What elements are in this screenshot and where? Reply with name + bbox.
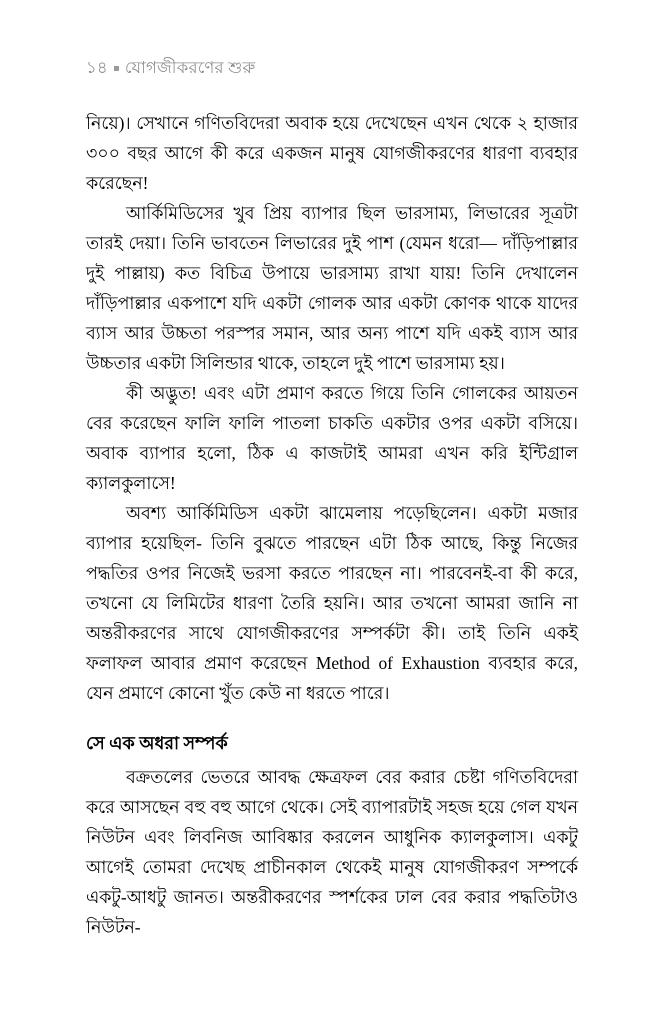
- square-bullet-icon: [114, 66, 119, 71]
- paragraph-4-text-before-latin: অবশ্য আর্কিমিডিস একটা ঝামেলায় পড়েছিলেন। একটা মজার ব্যাপার হয়েছিল- তিনি বুঝতে পারছেন এটা ঠিক আছে, কিন্তু নিজের পদ্ধতির ওপর নিজেই ভরসা করতে পারছেন না। পারবেনই-বা কী করে, তখনো যে লিমিটের ধারণা তৈরি হয়নি। আর তখনো আমরা জানি না অন্তরীকরণের সাথে যোগজীকরণের সম্পর্কটা কী। তাই তিনি একই ফলাফল আবার প্রমাণ করেছেন: [86, 503, 578, 674]
- paragraph-5: বক্রতলের ভেতরে আবদ্ধ ক্ষেত্রফল বের করার চেষ্টা গণিতবিদেরা করে আসছেন বহু বহু আগে থেকে। সেই ব্যাপারটাই সহজ হয়ে গেল যখন নিউটন এবং লিবনিজ আবিষ্কার করলেন আধুনিক ক্যালকুলাস। একটু আগেই তোমরা দেখেছ প্রাচীনকাল থেকেই মানুষ যোগজীকরণ সম্পর্কে একটু-আধটু জানত। অন্তরীকরণের স্পর্শকের ঢাল বের করার পদ্ধতিটাও নিউটন-: [86, 767, 578, 938]
- body-text-block: [86, 108, 578, 942]
- paragraph-4: [86, 498, 578, 708]
- latin-phrase-method-of-exhaustion: Method of Exhaustion: [315, 653, 480, 674]
- paragraph-4-text-after-latin: ব্যবহার করে, যেন প্রমাণে কোনো খুঁত কেউ না ধরতে পারে।: [86, 653, 578, 704]
- running-head-chapter-title: যোগজীকরণের শুরু: [124, 58, 256, 77]
- section-heading: সে এক অধরা সম্পর্ক: [86, 733, 228, 754]
- paragraph-3: কী অদ্ভুত! এবং এটা প্রমাণ করতে গিয়ে তিনি গোলকের আয়তন বের করেছেন ফালি ফালি পাতলা চাকতি একটার ওপর একটা বসিয়ে। অবাক ব্যাপার হলো, ঠিক এ কাজটাই আমরা এখন করি ইন্টিগ্রাল ক্যালকুলাসে!: [86, 383, 578, 494]
- page-folio-number: ১৪: [86, 58, 108, 77]
- paragraph-1: নিয়ে)। সেখানে গণিতবিদেরা অবাক হয়ে দেখেছেন এখন থেকে ২ হাজার ৩০০ বছর আগে কী করে একজন মানুষ যোগজীকরণের ধারণা ব্যবহার করেছেন!: [86, 113, 578, 194]
- running-head: [86, 57, 578, 79]
- page-content-column: [86, 0, 578, 942]
- paragraph-2: আর্কিমিডিসের খুব প্রিয় ব্যাপার ছিল ভারসাম্য, লিভারের সূত্রটা তারই দেয়া। তিনি ভাবতেন লিভারের দুই পাশ (যেমন ধরো— দাঁড়িপাল্লার দুই পাল্লায়) কত বিচিত্র উপায়ে ভারসাম্য রাখা যায়! তিনি দেখালেন দাঁড়িপাল্লার একপাশে যদি একটা গোলক আর একটা কোণক থাকে যাদের ব্যাস আর উচ্চতা পরস্পর সমান, আর অন্য পাশে যদি একই ব্যাস আর উচ্চতার একটা সিলিন্ডার থাকে, তাহলে দুই পাশে ভারসাম্য হয়।: [86, 203, 578, 374]
